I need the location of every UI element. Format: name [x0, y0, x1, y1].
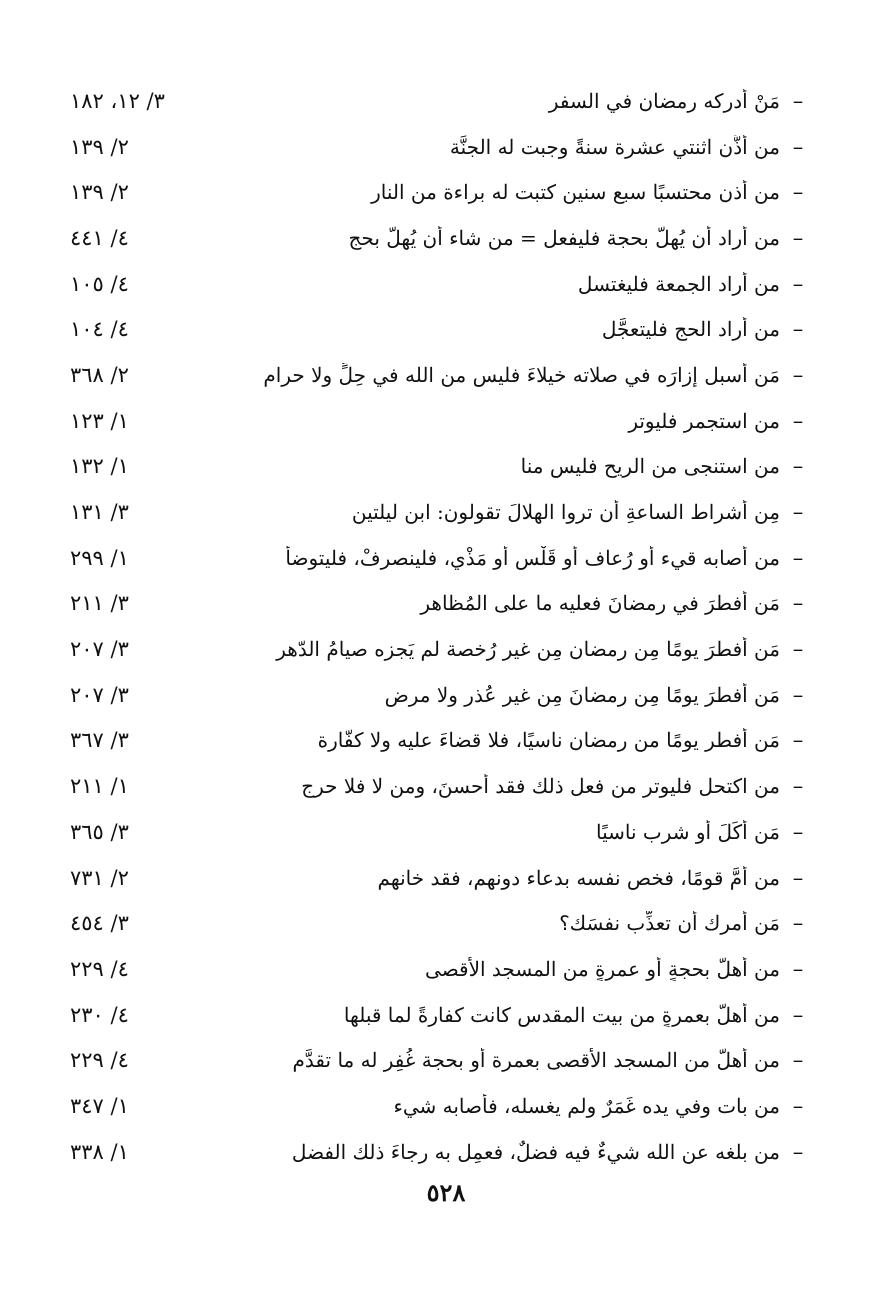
entry-reference: ١/ ١٣٢	[70, 454, 129, 479]
index-entry	[70, 809, 816, 855]
entry-dash: –	[792, 1139, 804, 1164]
entry-reference: ١/ ٢١١	[70, 774, 129, 799]
entry-reference: ٣/ ٣٦٥	[70, 819, 129, 844]
index-list	[70, 78, 816, 1175]
index-entry	[70, 398, 816, 444]
entry-text: من أراد الجمعة فليغتسل	[577, 271, 780, 296]
index-entry	[70, 306, 816, 352]
entry-reference: ٤/ ٢٢٩	[70, 956, 129, 981]
entry-reference: ٤/ ٢٢٩	[70, 1048, 129, 1073]
entry-reference: ٢/ ١٣٩	[70, 180, 129, 205]
entry-dash: –	[792, 865, 804, 890]
entry-text: من بات وفي يده غَمَرٌ ولم يغسله، فأصابه شيء	[393, 1093, 780, 1118]
index-entry	[70, 489, 816, 535]
entry-text: مَن أمرك أن تعذِّب نفسَك؟	[559, 911, 780, 936]
entry-text: مَن أفطر يومًا من رمضان ناسيًا، فلا قضاءَ عليه ولا كفّارة	[317, 728, 780, 753]
entry-dash: –	[792, 362, 804, 387]
entry-dash: –	[792, 1093, 804, 1118]
entry-text: من بلغه عن الله شيءٌ فيه فضلٌ، فعمِل به رجاءَ ذلك الفضل	[291, 1139, 780, 1164]
entry-text: من أراد أن يُهِلَّ بحجة فليفعل = من شاء أن يُهِلَّ بحج	[348, 225, 780, 250]
entry-text: من أهلَّ بحجةٍ أو عمرةٍ من المسجد الأقصى	[425, 956, 780, 981]
index-entry	[70, 215, 816, 261]
entry-dash: –	[792, 88, 804, 113]
index-entry	[70, 535, 816, 581]
entry-reference: ٤/ ٤٤١	[70, 225, 129, 250]
entry-dash: –	[792, 591, 804, 616]
index-entry	[70, 352, 816, 398]
entry-dash: –	[792, 774, 804, 799]
entry-text: مَن أفطرَ يومًا مِن رمضان مِن غير رُخصة لم يَجزِه صيامُ الدّهر	[276, 637, 780, 662]
entry-dash: –	[792, 134, 804, 159]
entry-dash: –	[792, 225, 804, 250]
index-entry	[70, 946, 816, 992]
index-entry	[70, 1037, 816, 1083]
entry-text: من أذَّن اثنتي عشرة سنةً وجبت له الجنَّة	[449, 134, 780, 159]
index-entry	[70, 626, 816, 672]
entry-text: من استنجى من الريح فليس منا	[520, 454, 780, 479]
entry-reference: ١/ ١٢٣	[70, 408, 129, 433]
entry-dash: –	[792, 956, 804, 981]
index-entry	[70, 1083, 816, 1129]
entry-reference: ٣/ ٤٥٤	[70, 911, 129, 936]
entry-text: من أمَّ قومًا، فخص نفسه بدعاء دونهم، فقد خانهم	[377, 865, 780, 890]
entry-reference: ٢/ ١٣٩	[70, 134, 129, 159]
entry-dash: –	[792, 911, 804, 936]
entry-dash: –	[792, 454, 804, 479]
index-entry	[70, 78, 816, 124]
index-entry	[70, 1129, 816, 1175]
entry-text: من أذن محتسبًا سبع سنين كتبت له براءة من النار	[371, 180, 780, 205]
entry-reference: ٣/ ١٢، ١٨٢	[70, 88, 165, 113]
entry-dash: –	[792, 637, 804, 662]
index-entry	[70, 900, 816, 946]
entry-reference: ٤/ ١٠٤	[70, 317, 129, 342]
entry-dash: –	[792, 728, 804, 753]
entry-reference: ٣/ ٢١١	[70, 591, 129, 616]
entry-text: مَن أفطرَ في رمضانَ فعليه ما على المُظاهر	[420, 591, 780, 616]
entry-text: من أهلَّ من المسجد الأقصى بعمرة أو بحجة غُفِر له ما تقدَّم	[292, 1048, 780, 1073]
index-entry	[70, 261, 816, 307]
entry-dash: –	[792, 408, 804, 433]
index-entry	[70, 169, 816, 215]
entry-text: من أهلَّ بعمرةٍ من بيت المقدس كانت كفارةً لما قبلها	[343, 1002, 780, 1027]
index-entry	[70, 718, 816, 764]
page-number: ٥٢٨	[426, 1178, 466, 1207]
entry-text: مَنْ أدركه رمضان في السفر	[548, 88, 780, 113]
entry-text: مَن أسبل إزارَه في صلاته خيلاءَ فليس من الله في حِلٍّ ولا حرام	[263, 362, 780, 387]
entry-dash: –	[792, 819, 804, 844]
entry-reference: ٣/ ٢٠٧	[70, 682, 129, 707]
entry-reference: ٢/ ٧٣١	[70, 865, 129, 890]
entry-text: من أراد الحج فليتعجَّل	[601, 317, 780, 342]
index-entry	[70, 763, 816, 809]
entry-text: من اكتحل فليوتر من فعل ذلك فقد أحسنَ، ومن لا فلا حرج	[301, 774, 780, 799]
index-entry	[70, 855, 816, 901]
index-entry	[70, 581, 816, 627]
entry-dash: –	[792, 545, 804, 570]
index-entry	[70, 124, 816, 170]
entry-text: مَن أكَلَ أو شرب ناسيًا	[596, 819, 780, 844]
entry-dash: –	[792, 1002, 804, 1027]
entry-dash: –	[792, 271, 804, 296]
entry-dash: –	[792, 500, 804, 525]
entry-text: مِن أشراط الساعةِ أن تروا الهلالَ تقولون: ابن ليلتين	[351, 500, 780, 525]
entry-reference: ٤/ ٢٣٠	[70, 1002, 129, 1027]
entry-reference: ٤/ ١٠٥	[70, 271, 129, 296]
entry-reference: ١/ ٢٩٩	[70, 545, 129, 570]
entry-text: من استجمر فليوتر	[628, 408, 780, 433]
entry-dash: –	[792, 317, 804, 342]
entry-dash: –	[792, 682, 804, 707]
entry-dash: –	[792, 180, 804, 205]
entry-text: مَن أفطرَ يومًا مِن رمضانَ مِن غير عُذر ولا مرض	[384, 682, 780, 707]
entry-reference: ٣/ ٣٦٧	[70, 728, 129, 753]
entry-reference: ١/ ٣٤٧	[70, 1093, 129, 1118]
entry-reference: ٣/ ١٣١	[70, 500, 129, 525]
entry-reference: ٢/ ٣٦٨	[70, 362, 129, 387]
index-entry	[70, 992, 816, 1038]
entry-text: من أصابه قيء أو رُعاف أو قَلْس أو مَذْي، فلينصرِفْ، فليتوضأ	[285, 545, 780, 570]
entry-reference: ٣/ ٢٠٧	[70, 637, 129, 662]
index-entry	[70, 672, 816, 718]
entry-dash: –	[792, 1048, 804, 1073]
entry-reference: ١/ ٣٣٨	[70, 1139, 129, 1164]
index-entry	[70, 444, 816, 490]
